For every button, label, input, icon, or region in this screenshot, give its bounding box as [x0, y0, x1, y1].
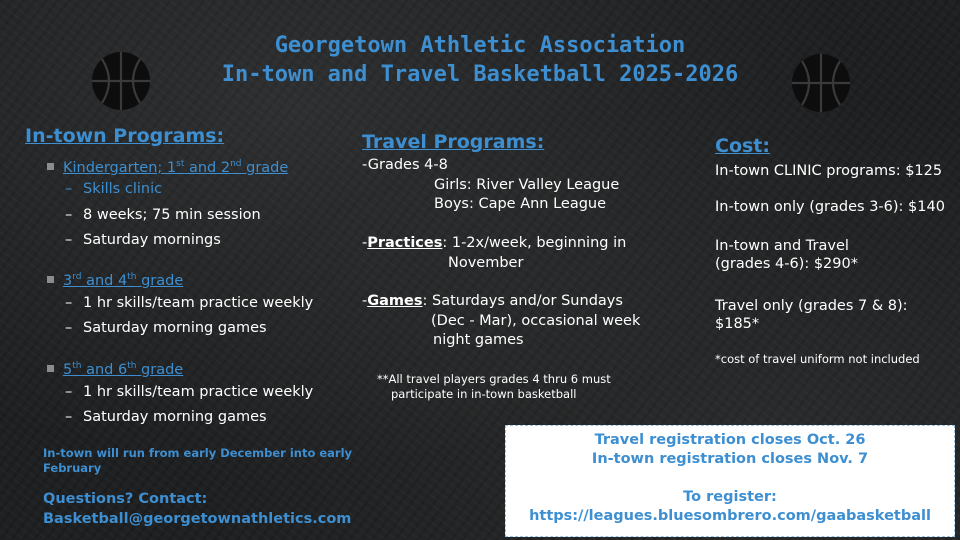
cost-travel-only: Travel only (grades 7 & 8): $185* — [715, 298, 908, 332]
register-label: To register: — [683, 489, 777, 505]
travel-heading: Travel Programs: — [362, 131, 545, 153]
travel-note: **All travel players grades 4 thru 6 must participate in in-town basketball — [377, 372, 611, 401]
travel-practices-cont: November — [448, 255, 524, 271]
list-item: – 1 hr skills/team practice weekly — [65, 384, 314, 400]
list-item: – Saturday mornings — [65, 232, 221, 248]
travel-games-cont-2: night games — [433, 332, 524, 348]
travel-registration-close: Travel registration closes Oct. 26 — [594, 432, 866, 448]
list-item: – Saturday morning games — [65, 320, 267, 336]
intown-group-5-6-title: 5th and 6th grade — [47, 357, 183, 379]
cost-heading: Cost: — [715, 135, 770, 157]
square-bullet-icon — [47, 365, 54, 372]
intown-group-k-2-title: Kindergarten; 1st and 2nd grade — [47, 155, 288, 177]
square-bullet-icon — [47, 276, 54, 283]
list-item: – 8 weeks; 75 min session — [65, 207, 261, 223]
intown-group-3-4-title: 3rd and 4th grade — [47, 268, 183, 290]
cost-intown-only: In-town only (grades 3-6): $140 — [715, 199, 945, 215]
list-item: – Saturday morning games — [65, 409, 267, 425]
title-line-2: In-town and Travel Basketball 2025-2026 — [221, 62, 739, 87]
contact-email-link[interactable]: Basketball@georgetownathletics.com — [43, 511, 352, 527]
intown-registration-close: In-town registration closes Nov. 7 — [591, 451, 869, 467]
square-bullet-icon — [47, 163, 54, 170]
title-line-1: Georgetown Athletic Association — [274, 33, 686, 58]
travel-games: -Games: Saturdays and/or Sundays — [362, 293, 623, 309]
list-item: – 1 hr skills/team practice weekly — [65, 295, 314, 311]
travel-practices: -Practices: 1-2x/week, beginning in — [362, 235, 627, 251]
travel-games-cont: (Dec - Mar), occasional week — [431, 313, 641, 329]
contact-block — [43, 489, 351, 529]
list-item: – Skills clinic — [65, 181, 163, 197]
travel-boys-league: Boys: Cape Ann League — [434, 196, 607, 212]
cost-clinic: In-town CLINIC programs: $125 — [715, 163, 943, 179]
travel-girls-league: Girls: River Valley League — [434, 177, 620, 193]
travel-grades: -Grades 4-8 — [362, 157, 448, 173]
registration-box — [505, 425, 955, 537]
cost-footnote: *cost of travel uniform not included — [715, 352, 920, 366]
schedule-note: In-town will run from early December into early February — [43, 446, 353, 475]
cost-intown-travel: In-town and Travel (grades 4-6): $290* — [715, 238, 858, 272]
intown-heading: In-town Programs: — [25, 125, 225, 147]
questions-label: Questions? Contact: — [43, 491, 208, 507]
register-url-link[interactable]: https://leagues.bluesombrero.com/gaabasketball — [529, 508, 931, 524]
